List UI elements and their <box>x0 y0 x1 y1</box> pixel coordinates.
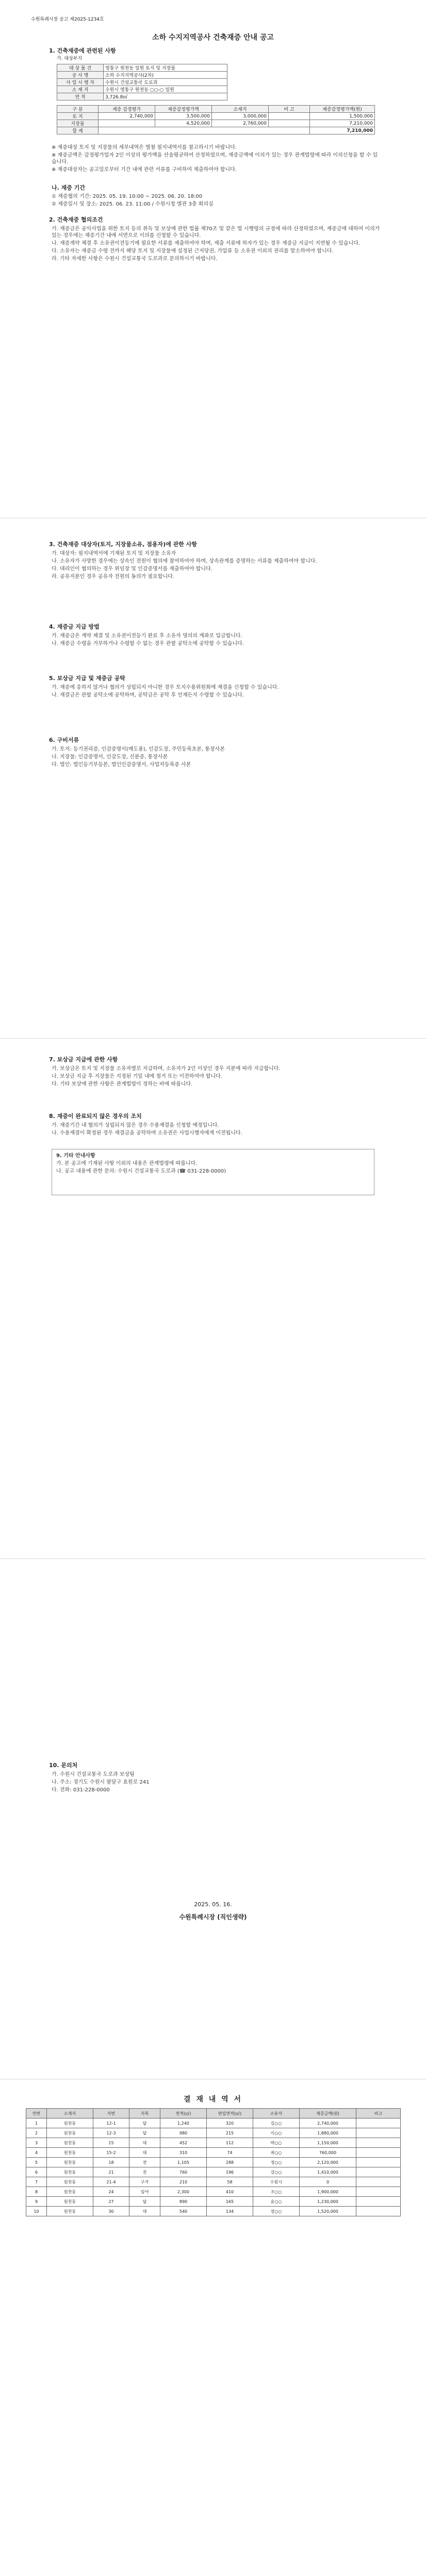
table-cell: 21 <box>93 2167 129 2177</box>
table-cell: 1,520,000 <box>300 2207 356 2216</box>
table-cell: 288 <box>207 2158 253 2167</box>
info-value: 영통구 원천동 일원 토지 및 지장물 <box>104 64 227 72</box>
table-cell: 2,120,000 <box>300 2158 356 2167</box>
info-label: 면 적 <box>57 93 104 100</box>
page-separator <box>0 1038 426 1039</box>
notice-page-1 <box>0 0 426 518</box>
table-cell: 12-1 <box>93 2119 129 2128</box>
table-cell: 24 <box>93 2187 129 2197</box>
paragraph: 나. 주소: 경기도 수원시 팔달구 효원로 241 <box>52 1780 150 1785</box>
table-cell: 6 <box>26 2167 47 2177</box>
paragraph: 나. 공고 내용에 관한 문의: 수원시 건설교통국 도로과 (☎ 031-228-0000) <box>56 1168 226 1174</box>
table-cell: 원천동 <box>47 2138 93 2148</box>
table-cell <box>356 2207 401 2216</box>
table-cell: 1,880,000 <box>300 2128 356 2138</box>
table-cell: 전 <box>129 2158 160 2167</box>
table-cell: 조○○ <box>253 2187 300 2197</box>
table-row <box>26 2197 401 2207</box>
paragraph: 가. 보상금은 토지 및 지장물 소유자별로 지급하며, 소유자가 2인 이상인 경우 지분에 따라 지급합니다. <box>52 1066 281 1072</box>
table-cell: 답 <box>129 2119 160 2128</box>
info-table <box>57 64 227 100</box>
info-row <box>57 64 227 72</box>
table-cell: 김○○ <box>253 2119 300 2128</box>
fee-header: 재증감정평가액(원) <box>310 106 375 113</box>
table-cell: 760 <box>160 2167 207 2177</box>
info-label: 공 사 명 <box>57 72 104 79</box>
list1-header-row <box>26 2109 401 2119</box>
list1-body <box>26 2119 401 2216</box>
table-cell: 3 <box>26 2138 47 2148</box>
section-1-title: 1. 건축재증에 관련된 사항 <box>49 47 116 54</box>
info-label: 대 상 물 건 <box>57 64 104 72</box>
table-cell: 2 <box>26 2128 47 2138</box>
table-cell: 134 <box>207 2207 253 2216</box>
table-cell: 2,300 <box>160 2187 207 2197</box>
table-cell: 15-2 <box>93 2148 129 2158</box>
table-cell: 5 <box>26 2158 47 2167</box>
section-6-title: 8. 재증이 완료되지 않은 경우의 조치 <box>49 1113 142 1120</box>
column-header: 연번 <box>26 2109 47 2119</box>
section-8-title: 10. 문의처 <box>49 1762 78 1769</box>
paragraph: ※ 재증대상 토지 및 지장물의 세부내역은 별첨 필지내역서를 참고하시기 바랍니다. <box>52 145 237 150</box>
section-1-body <box>52 144 382 181</box>
fee-cell: 2,760,000 <box>212 120 269 127</box>
table-cell <box>356 2138 401 2148</box>
paragraph: 나. 재증계약 체결 후 소유권이전등기에 필요한 서류를 제출하여야 하며, 제출 서류에 하자가 있는 경우 재증금 지급이 지연될 수 있습니다. <box>52 241 361 246</box>
table-cell: 9 <box>26 2197 47 2207</box>
fee-total-row <box>57 127 375 134</box>
notice-title: 소하 수지지역공사 건축재증 안내 공고 <box>152 33 274 42</box>
table-cell: 1,230,000 <box>300 2197 356 2207</box>
table-cell: 4 <box>26 2148 47 2158</box>
fee-cell: 1,500,000 <box>310 113 375 120</box>
table-cell: 원천동 <box>47 2207 93 2216</box>
table-cell: 원천동 <box>47 2197 93 2207</box>
table-cell: 7 <box>26 2177 47 2187</box>
table-cell: 10 <box>26 2207 47 2216</box>
section-1b-body <box>52 193 382 211</box>
table-cell: 1 <box>26 2119 47 2128</box>
paragraph: ※ 재증금액은 감정평가업자 2인 이상의 평가액을 산술평균하여 산정하였으며, 재증금액에 이의가 있는 경우 관계법령에 따라 이의신청을 할 수 있습니다. <box>52 152 378 165</box>
table-row <box>26 2128 401 2138</box>
section-3c-title: 5. 보상금 지급 및 재증금 공탁 <box>49 675 125 682</box>
paragraph: 나. 소유자가 사망한 경우에는 상속인 전원이 협의에 참여하여야 하며, 상속관계를 증명하는 서류를 제출하여야 합니다. <box>52 558 317 564</box>
column-header: 재증금액(원) <box>300 2109 356 2119</box>
fee-cell <box>269 113 310 120</box>
table-cell: 215 <box>207 2128 253 2138</box>
section-5-body <box>52 1065 382 1096</box>
table-cell: 원천동 <box>47 2187 93 2197</box>
table-cell: 원천동 <box>47 2148 93 2158</box>
info-label: 사 업 시 행 자 <box>57 79 104 86</box>
table-cell <box>356 2167 401 2177</box>
table-row <box>26 2167 401 2177</box>
table-cell: 윤○○ <box>253 2197 300 2207</box>
column-header: 편입면적(㎡) <box>207 2109 253 2119</box>
section-4-body <box>52 746 382 777</box>
section-7-body <box>56 1153 366 1189</box>
paragraph: 가. 대상자: 필지내역서에 기재된 토지 및 지장물 소유자 <box>52 551 176 556</box>
table-cell: 박○○ <box>253 2138 300 2148</box>
table-cell <box>356 2187 401 2197</box>
table-cell: 원천동 <box>47 2128 93 2138</box>
paragraph: 다. 기타 보상에 관한 사항은 관계법령이 정하는 바에 따릅니다. <box>52 1081 193 1087</box>
info-value: 수원시 건설교통국 도로과 <box>104 79 227 86</box>
table-cell: 답 <box>129 2197 160 2207</box>
notice-page-3 <box>0 1041 426 1556</box>
table-cell <box>356 2119 401 2128</box>
info-row <box>57 79 227 86</box>
section-1b-title: 나. 재증 기간 <box>52 184 85 191</box>
fee-cell: 7,210,000 <box>310 120 375 127</box>
table-cell: 15 <box>93 2138 129 2148</box>
column-header: 비고 <box>356 2109 401 2119</box>
paragraph: 가. 토지: 등기권리증, 인감증명서(매도용), 인감도장, 주민등록초본, 통장사본 <box>52 747 225 752</box>
table-cell: 18 <box>93 2158 129 2167</box>
column-header: 소유자 <box>253 2109 300 2119</box>
table-cell: 74 <box>207 2148 253 2158</box>
table-cell: 1,105 <box>160 2158 207 2167</box>
section-3b-body <box>52 633 382 664</box>
table-cell: 임야 <box>129 2187 160 2197</box>
table-cell <box>356 2148 401 2158</box>
fee-header: 구 분 <box>57 106 99 113</box>
table-cell: 원천동 <box>47 2119 93 2128</box>
table-cell: 980 <box>160 2128 207 2138</box>
table-cell: 320 <box>207 2119 253 2128</box>
table-cell: 2,740,000 <box>300 2119 356 2128</box>
info-value: 3,726.8㎡ <box>104 93 227 100</box>
notice-page-2 <box>0 520 426 1036</box>
table-cell: 구거 <box>129 2177 160 2187</box>
info-value: 수원시 영통구 원천동 ○○-○ 일원 <box>104 86 227 93</box>
fee-cell <box>269 120 310 127</box>
paragraph: 다. 전화: 031-228-0000 <box>52 1787 110 1793</box>
paragraph: ① 재증협의 기간: 2025. 05. 19. 10:00 ~ 2025. 06. 20. 18:00 <box>52 194 203 199</box>
table-cell: 원천동 <box>47 2158 93 2167</box>
paragraph: 나. 지장물: 인감증명서, 인감도장, 신분증, 통장사본 <box>52 754 168 760</box>
fee-cell: 2,740,000 <box>99 113 155 120</box>
paragraph: 나. 보상금 지급 후 지장물은 지정된 기일 내에 철거 또는 이전하여야 합니다. <box>52 1074 223 1079</box>
table-cell: 1,240 <box>160 2119 207 2128</box>
paragraph: 라. 공유지분인 경우 공유자 전원의 동의가 필요합니다. <box>52 574 174 580</box>
fee-header: 비 고 <box>269 106 310 113</box>
table-cell: 27 <box>93 2197 129 2207</box>
section-3b-title: 4. 재증금 지급 방법 <box>49 623 100 630</box>
table-cell: 0 <box>300 2177 356 2187</box>
paragraph: 나. 재결금은 관할 공탁소에 공탁하며, 공탁금은 공탁 후 언제든지 수령할 수 있습니다. <box>52 692 244 698</box>
paragraph: 다. 법인: 법인등기부등본, 법인인감증명서, 사업자등록증 사본 <box>52 762 191 768</box>
paragraph: 가. 재증기간 내 협의가 성립되지 않은 경우 수용재결을 신청할 예정입니다. <box>52 1123 219 1128</box>
info-value: 소하 수지지역공사(2차) <box>104 72 227 79</box>
table-row <box>26 2177 401 2187</box>
paragraph: 가. 재증금은 공익사업을 위한 토지 등의 취득 및 보상에 관한 법률 제70조 및 같은 법 시행령의 규정에 따라 산정하였으며, 재증금에 대하여 이의가 있는 경우에는 재증기간 내에 서면으로 이의를 신청할 수 있습니다. <box>52 226 380 239</box>
section-5-title: 7. 보상금 지급에 관한 사항 <box>49 1056 118 1063</box>
highlight-box <box>52 1149 374 1195</box>
table-cell <box>356 2158 401 2167</box>
paragraph: 다. 소유자는 재증금 수령 전까지 해당 토지 및 지장물에 설정된 근저당권, 가압류 등 소유권 이외의 권리를 말소하여야 합니다. <box>52 248 334 254</box>
info-row <box>57 86 227 93</box>
page-separator <box>0 1558 426 1559</box>
table-cell: 대 <box>129 2207 160 2216</box>
table-cell: 대 <box>129 2148 160 2158</box>
column-header: 지목 <box>129 2109 160 2119</box>
fee-cell: 토 지 <box>57 113 99 120</box>
table-cell: 1,150,000 <box>300 2138 356 2148</box>
table-cell: 1,900,000 <box>300 2187 356 2197</box>
fee-total-value: 7,210,000 <box>310 127 375 134</box>
section-6-body <box>52 1122 382 1143</box>
table-row <box>26 2158 401 2167</box>
info-label: 소 재 지 <box>57 86 104 93</box>
fee-table <box>57 105 375 134</box>
fee-total-label: 합 계 <box>57 127 99 134</box>
notice-page-4 <box>0 1561 426 2076</box>
table-cell: 410 <box>207 2187 253 2197</box>
table-cell: 정○○ <box>253 2158 300 2167</box>
table-row <box>26 2148 401 2158</box>
section-2-title: 2. 건축재증 협의조건 <box>49 216 103 223</box>
section-8-body <box>52 1771 382 1802</box>
table-cell: 이○○ <box>253 2128 300 2138</box>
paragraph: 가. 재증에 응하지 않거나 협의가 성립되지 아니한 경우 토지수용위원회에 재결을 신청할 수 있습니다. <box>52 685 279 690</box>
fee-header: 재증 감정평가 <box>99 106 155 113</box>
table-cell: 12-3 <box>93 2128 129 2138</box>
list-page-1 <box>0 2081 426 2576</box>
table-cell: 196 <box>207 2167 253 2177</box>
table-row <box>26 2187 401 2197</box>
info-row <box>57 93 227 100</box>
fee-row <box>57 120 375 127</box>
paragraph: 가. 수원시 건설교통국 도로과 보상팀 <box>52 1772 135 1777</box>
section-3c-body <box>52 684 382 715</box>
column-header: 면적(㎡) <box>160 2109 207 2119</box>
table-cell: 112 <box>207 2138 253 2148</box>
table-cell: 760,000 <box>300 2148 356 2158</box>
table-cell: 답 <box>129 2128 160 2138</box>
table-cell: 대 <box>129 2138 160 2148</box>
list1-table <box>26 2108 401 2216</box>
table-cell: 장○○ <box>253 2207 300 2216</box>
section-3-title: 3. 건축재증 대상자(토지, 지장물소유, 점용자)에 관한 사항 <box>49 541 197 548</box>
fee-header: 재증감정평가액 <box>155 106 212 113</box>
table-cell: 8 <box>26 2187 47 2197</box>
table-row <box>26 2207 401 2216</box>
table-cell: 452 <box>160 2138 207 2148</box>
info-row <box>57 72 227 79</box>
fee-cell: 3,000,000 <box>212 113 269 120</box>
table-cell: 최○○ <box>253 2148 300 2158</box>
section-3-body <box>52 550 382 612</box>
table-row <box>26 2119 401 2128</box>
table-cell: 강○○ <box>253 2167 300 2177</box>
fee-cell: 3,500,000 <box>155 113 212 120</box>
table-cell: 58 <box>207 2177 253 2187</box>
list1-title: 결 재 내 역 서 <box>183 2095 243 2104</box>
table-cell: 21-4 <box>93 2177 129 2187</box>
section-4-title: 6. 구비서류 <box>49 737 79 743</box>
paragraph: 가. 본 공고에 기재된 사항 이외의 내용은 관계법령에 따릅니다. <box>56 1161 198 1166</box>
notice-date: 2025. 05. 16. <box>194 1901 232 1908</box>
table-cell: 1,410,000 <box>300 2167 356 2177</box>
paragraph: 9. 기타 안내사항 <box>56 1153 95 1159</box>
fee-row <box>57 113 375 120</box>
section-2-body <box>52 226 382 303</box>
table-cell <box>356 2128 401 2138</box>
notice-signature: 수원특례시장 (직인생략) <box>179 1913 247 1921</box>
paragraph: 라. 기타 자세한 사항은 수원시 건설교통국 도로과로 문의하시기 바랍니다. <box>52 256 218 262</box>
table-cell: 310 <box>160 2148 207 2158</box>
table-cell: 원천동 <box>47 2177 93 2187</box>
fee-header: 소재지 <box>212 106 269 113</box>
paragraph: 나. 재증금 수령을 거부하거나 수령할 수 없는 경우 관할 공탁소에 공탁할 수 있습니다. <box>52 641 244 647</box>
paragraph: 다. 대리인이 협의하는 경우 위임장 및 인감증명서를 제출하여야 합니다. <box>52 566 212 572</box>
table-row <box>26 2138 401 2148</box>
column-header: 지번 <box>93 2109 129 2119</box>
table-cell: 540 <box>160 2207 207 2216</box>
paragraph: 가. 재증금은 계약 체결 및 소유권이전등기 완료 후 소유자 명의의 계좌로 입금합니다. <box>52 633 242 639</box>
table-cell <box>356 2197 401 2207</box>
fee-header-row <box>57 106 375 113</box>
fee-cell <box>99 120 155 127</box>
table-cell: 210 <box>160 2177 207 2187</box>
doc-number: 수원특례시장 공고 제2025-1234호 <box>31 17 104 22</box>
table-cell: 전 <box>129 2167 160 2177</box>
fee-cell: 지장물 <box>57 120 99 127</box>
table-cell: 890 <box>160 2197 207 2207</box>
table-cell: 원천동 <box>47 2167 93 2177</box>
column-header: 소재지 <box>47 2109 93 2119</box>
table-cell: 수원시 <box>253 2177 300 2187</box>
fee-cell: 4,520,000 <box>155 120 212 127</box>
table-cell: 30 <box>93 2207 129 2216</box>
section-1-sub: 가. 대상부지 <box>57 56 83 61</box>
table-cell: 165 <box>207 2197 253 2207</box>
paragraph: 나. 수용재결이 확정된 경우 재결금을 공탁하며 소유권은 사업시행자에게 이전됩니다. <box>52 1130 242 1136</box>
table-cell <box>356 2177 401 2187</box>
paragraph: ※ 재증대상자는 공고일로부터 기간 내에 관련 서류를 구비하여 제출하여야 합니다. <box>52 167 237 173</box>
paragraph: ② 재증일시 및 장소: 2025. 06. 23. 11:00 / 수원시청 별관 3층 회의실 <box>52 201 214 207</box>
